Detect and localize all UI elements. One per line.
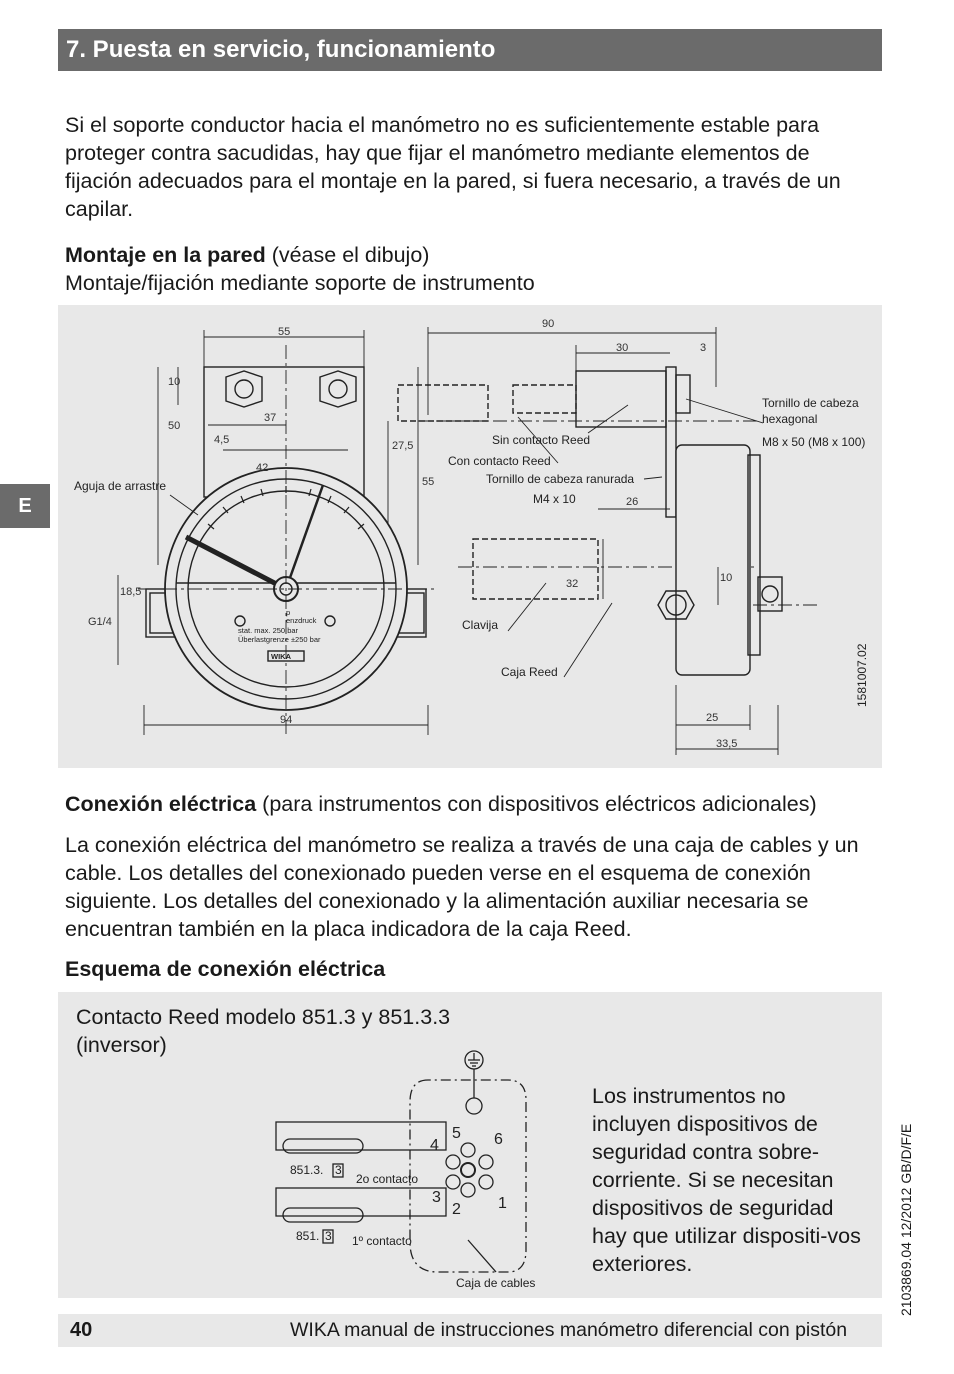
dim-3: 3 bbox=[700, 342, 707, 354]
dim-55b: 55 bbox=[422, 476, 435, 488]
intro-paragraph: Si el soporte conductor hacia el manómetro no es suficientemente estable para proteger contra sacudidas, hay que fijar el manómetro mediante elementos de fijación adecuados para el montaje en la pared, si fuera necesario, a través de un capilar. bbox=[65, 113, 841, 221]
dim-50: 50 bbox=[168, 420, 181, 432]
dim-10b: 10 bbox=[720, 572, 733, 584]
dial-text-2: enzdruck bbox=[286, 616, 317, 625]
dim-g14: G1/4 bbox=[88, 616, 112, 628]
mounting-drawing bbox=[58, 305, 882, 768]
label-aguja: Aguja de arrastre bbox=[74, 479, 167, 493]
label-tornillo-hex-1: Tornillo de cabeza bbox=[762, 396, 859, 410]
label-2o-contacto: 2o contacto bbox=[356, 1172, 419, 1186]
terminal-3: 3 bbox=[432, 1189, 441, 1206]
technical-drawing bbox=[58, 305, 882, 768]
dim-18-5: 18,5 bbox=[120, 586, 142, 598]
dim-37: 37 bbox=[264, 412, 277, 424]
dial-text-3: stat. max. 250 bar bbox=[238, 626, 299, 635]
label-851-3: 851.3. bbox=[290, 1163, 324, 1177]
label-tornillo-hex-2: hexagonal bbox=[762, 412, 818, 426]
label-clavija: Clavija bbox=[462, 618, 499, 632]
label-caja-cables: Caja de cables bbox=[456, 1276, 536, 1290]
section-title: 7. Puesta en servicio, funcionamiento bbox=[66, 36, 496, 63]
language-tab: E bbox=[0, 484, 50, 528]
label-tornillo-ranurada: Tornillo de cabeza ranurada bbox=[486, 472, 635, 486]
label-1o-contacto: 1º contacto bbox=[352, 1234, 412, 1248]
label-m4: M4 x 10 bbox=[533, 492, 576, 506]
dial-text-1: p bbox=[286, 608, 291, 617]
footer-title: WIKA manual de instrucciones manómetro diferencial con pistón bbox=[290, 1319, 848, 1341]
terminal-6: 6 bbox=[494, 1131, 503, 1148]
scheme-note: Los instrumentos no incluyen dispositivos de seguridad contra sobre-corriente. Si se necesitan dispositivos de seguridad hay que utilizar dispositi-vos exteriores. bbox=[592, 1084, 861, 1276]
dim-42: 42 bbox=[256, 462, 269, 474]
scheme-heading: Esquema de conexión eléctrica bbox=[65, 957, 386, 981]
mounting-heading-bold: Montaje en la pared bbox=[65, 243, 266, 267]
dim-25: 25 bbox=[706, 712, 719, 724]
mounting-heading-rest: (véase el dibujo) bbox=[265, 243, 430, 267]
label-sin-contacto: Sin contacto Reed bbox=[492, 433, 591, 447]
dim-10: 10 bbox=[168, 376, 181, 388]
label-caja-reed: Caja Reed bbox=[501, 665, 558, 679]
electrical-paragraph: La conexión eléctrica del manómetro se realiza a través de una caja de cables y un cable. Los detalles del conexionado pueden verse en el esquema de conexión siguiente. Los detalles del conexionado y la alimentación auxiliar necesaria se encuentran también en la placa indicadora de la caja Reed. bbox=[65, 833, 859, 941]
electrical-heading bbox=[65, 790, 885, 818]
document-reference: 2103869.04 12/2012 GB/D/F/E bbox=[898, 1123, 914, 1316]
label-m8: M8 x 50 (M8 x 100) bbox=[762, 435, 866, 449]
section-header bbox=[58, 29, 882, 71]
electrical-heading-rest: (para instrumentos con dispositivos eléctricos adicionales) bbox=[256, 792, 817, 816]
dim-32: 32 bbox=[566, 578, 579, 590]
scheme-caption-line2: (inversor) bbox=[76, 1033, 167, 1057]
scheme-caption-line1: Contacto Reed modelo 851.3 y 851.3.3 bbox=[76, 1005, 451, 1029]
mounting-subtitle: Montaje/fijación mediante soporte de instrumento bbox=[65, 271, 535, 295]
dim-26: 26 bbox=[626, 496, 639, 508]
dim-27-5: 27,5 bbox=[392, 440, 414, 452]
scheme-caption bbox=[76, 1003, 450, 1059]
label-drawing-number: 1581007.02 bbox=[855, 643, 869, 707]
terminal-2: 2 bbox=[452, 1201, 461, 1218]
mounting-heading bbox=[65, 241, 875, 269]
wika-logo: WIKA bbox=[271, 652, 291, 661]
dim-90: 90 bbox=[542, 318, 555, 330]
label-con-contacto: Con contacto Reed bbox=[448, 454, 551, 468]
dim-30: 30 bbox=[616, 342, 629, 354]
label-851-box: 3 bbox=[325, 1229, 332, 1243]
label-851: 851. bbox=[296, 1229, 320, 1243]
page-number: 40 bbox=[70, 1319, 93, 1341]
dim-94: 94 bbox=[280, 714, 293, 726]
terminal-4: 4 bbox=[430, 1137, 439, 1154]
dim-4-5: 4,5 bbox=[214, 434, 230, 446]
dim-33-5: 33,5 bbox=[716, 738, 738, 750]
label-851-3-box: 3 bbox=[335, 1163, 342, 1177]
terminal-1: 1 bbox=[498, 1195, 507, 1212]
dim-55: 55 bbox=[278, 326, 291, 338]
terminal-5: 5 bbox=[452, 1125, 461, 1142]
electrical-heading-bold: Conexión eléctrica bbox=[65, 792, 257, 816]
dial-text-4: Überlastgrenze ±250 bar bbox=[238, 635, 321, 644]
